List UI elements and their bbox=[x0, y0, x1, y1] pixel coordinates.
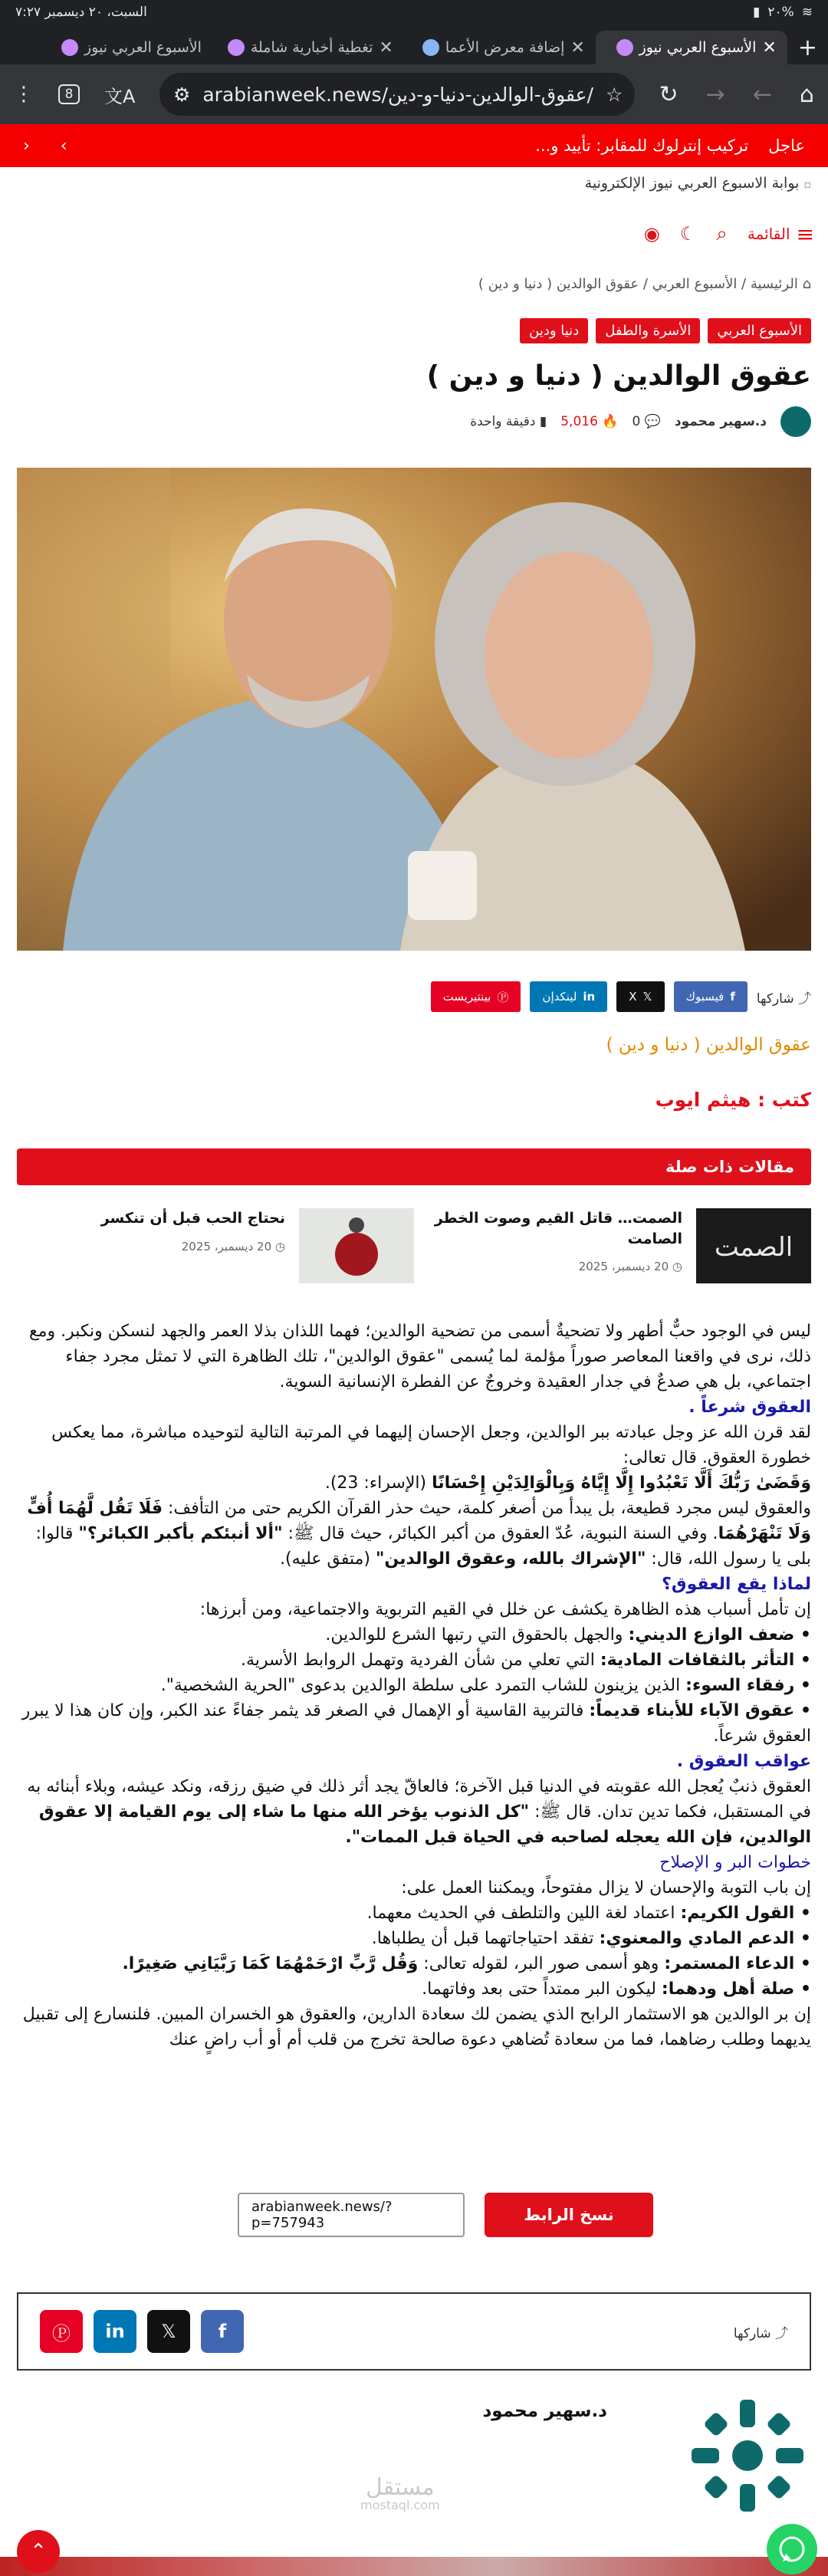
author-avatar[interactable] bbox=[780, 406, 811, 437]
list-item-text: ليكون البر ممتداً حتى بعد وفاتهما. bbox=[422, 1980, 662, 1999]
menu-button[interactable] bbox=[748, 222, 814, 247]
list-item bbox=[17, 1673, 811, 1698]
share-icon: ⤴ bbox=[798, 991, 811, 1007]
site-navigation bbox=[14, 215, 814, 253]
chevron-up-icon: ⌃ bbox=[30, 2540, 47, 2563]
wifi-icon: ≋ bbox=[801, 5, 813, 20]
user-icon[interactable]: ◉ bbox=[643, 223, 660, 245]
article-body bbox=[17, 1319, 811, 2052]
linkedin-icon[interactable]: in bbox=[94, 2310, 136, 2353]
article-meta bbox=[470, 406, 811, 437]
views-value: 5,016 bbox=[560, 414, 598, 429]
menu-label: القائمة bbox=[747, 225, 790, 243]
forward-icon[interactable]: → bbox=[705, 80, 725, 108]
list-item-title: • الدعم المادي والمعنوي: bbox=[599, 1929, 811, 1948]
clock-icon: ◷ bbox=[672, 1260, 682, 1274]
article-subtitle: عقوق الوالدين ( دنيا و دين ) bbox=[606, 1035, 811, 1055]
breadcrumb bbox=[478, 276, 811, 292]
tab-label: تغطية أخبارية شاملة bbox=[250, 39, 373, 56]
related-date bbox=[428, 1260, 682, 1273]
tab-label: الأسبوع العربي نيوز bbox=[84, 39, 202, 56]
tab-2[interactable] bbox=[404, 31, 596, 64]
search-icon[interactable]: ⌕ bbox=[716, 222, 728, 245]
watermark bbox=[360, 2476, 440, 2512]
watermark-line: مستقل bbox=[365, 2474, 435, 2501]
list-item-title: • الدعاء المستمر: bbox=[664, 1954, 811, 1973]
x-icon: 𝕏 bbox=[642, 990, 652, 1004]
text: (متفق عليه). bbox=[280, 1549, 376, 1569]
share-icon: ⤴ bbox=[775, 2325, 788, 2341]
share-label bbox=[757, 987, 811, 1007]
read-time-value: دقيقة واحدة bbox=[470, 414, 536, 429]
list-item-title: • صلة أهل ودهما: bbox=[661, 1980, 811, 1999]
battery-level: ٢٠% bbox=[767, 5, 794, 20]
copy-link-button[interactable]: نسخ الرابط bbox=[485, 2193, 653, 2237]
related-thumbnail[interactable] bbox=[299, 1208, 414, 1283]
text: والعقوق ليس مجرد قطيعة، بل يبدأ من أصغر كلمة، حيث حذر القرآن الكريم حتى من التأفف: bbox=[163, 1499, 811, 1518]
list-item-title: • القول الكريم: bbox=[680, 1904, 811, 1923]
hadith-quote: "ألا أنبئكم بأكبر الكبائر؟" bbox=[78, 1524, 283, 1543]
list-item-text: الذين يزينون للشاب التمرد على سلطة الوالدين بدعوى "الحرية الشخصية". bbox=[160, 1676, 686, 1695]
ticker-headline[interactable]: تركيب إنترلوك للمقابر: تأييد و... bbox=[535, 136, 749, 155]
related-article[interactable] bbox=[31, 1208, 414, 1283]
quran-verse: وَقُل رَّبِّ ارْحَمْهُمَا كَمَا رَبَّيَانِي صَغِيرًا. bbox=[122, 1954, 419, 1973]
list-item-text: تفقد احتياجاتهما قبل أن يطلباها. bbox=[371, 1929, 600, 1948]
facebook-label: فيسبوك bbox=[685, 990, 724, 1004]
comments-value: 0 bbox=[632, 414, 641, 429]
list-item-title: • رفقاء السوء: bbox=[685, 1676, 811, 1695]
section-heading: لماذا يقع العقوق؟ bbox=[662, 1575, 811, 1594]
share-linkedin-button[interactable] bbox=[530, 981, 607, 1012]
logo-alt-text: بوابة الاسبوع العربي نيوز الإلكترونية bbox=[584, 175, 800, 192]
battery-icon: ▮ bbox=[752, 5, 761, 20]
paragraph: إن بر الوالدين هو الاستثمار الرابح الذي يضمن لك سعادة الدارين، والعقوق هو الخسران المبين. فلنسارع إلى تقبيل يديهما وطلب رضاهما، فما من سعادة تُضاهي دعوة صالحة تخرج من قلب أم أو أب راضٍ عنك bbox=[22, 2005, 811, 2049]
status-icons bbox=[753, 5, 813, 20]
share-pinterest-button[interactable] bbox=[431, 981, 521, 1012]
section-heading: العقوق شرعاً . bbox=[688, 1398, 811, 1417]
menu-dots-icon[interactable]: ⋮ bbox=[14, 83, 34, 106]
paragraph: ليس في الوجود حبٌّ أطهر ولا تضحيةٌ أسمى من تضحية الوالدين؛ فهما اللذان بذلا العمر والجهد لنسكن ونكبر. ومع ذلك، نرى في واقعنا المعاصر صوراً مؤلمة لما يُسمى "عقوق الوالدين"، تلك الظاهرة التي لا تمثل مجرد جفاء اجتماعي، بل هي صدعٌ في جدار العقيدة وخروجٌ عن الفطرة الإنسانية السوية. bbox=[28, 1322, 811, 1392]
related-date-text: 20 ديسمبر، 2025 bbox=[578, 1260, 669, 1274]
close-tab-icon[interactable]: ✕ bbox=[570, 38, 585, 58]
browser-toolbar bbox=[0, 64, 828, 124]
related-title[interactable]: نحتاج الحب قبل أن تنكسر bbox=[100, 1210, 285, 1227]
share-box bbox=[17, 2292, 811, 2371]
ticker-label: عاجل bbox=[768, 136, 805, 155]
text: العقوق ذنبٌ يُعجل الله عقوبته في الدنيا قبل الآخرة؛ فالعاقّ يجد أثر ذلك في ضيق رزقه، ونكد عيشه، وبلاء أبنائه به في المستقبل، فكما تدين تدان. قال ﷺ: bbox=[27, 1777, 811, 1822]
share-label bbox=[734, 2322, 788, 2341]
comments-count[interactable] bbox=[632, 414, 660, 429]
site-logo[interactable] bbox=[585, 175, 811, 192]
status-time: السبت، ٢٠ ديسمبر ٧:٢٧ bbox=[15, 5, 147, 20]
nav-buttons bbox=[659, 81, 814, 108]
share-bar bbox=[431, 981, 811, 1012]
hamburger-icon: ≡ bbox=[796, 221, 814, 247]
tab-favicon-icon bbox=[61, 39, 78, 56]
author-box bbox=[17, 2392, 811, 2545]
list-item-title: • التأثر بالثقافات المادية: bbox=[600, 1651, 811, 1670]
tab-favicon-icon bbox=[228, 39, 245, 56]
url-text: arabianweek.news/عقوق-الوالدين-دنيا-و-دين/ bbox=[202, 83, 594, 106]
list-item bbox=[17, 1901, 811, 1926]
tab-active[interactable] bbox=[596, 31, 787, 64]
back-icon[interactable]: ← bbox=[752, 80, 772, 108]
linkedin-label: لينكدإن bbox=[542, 990, 577, 1004]
status-bar bbox=[0, 0, 828, 25]
list-item-text: التي تعلي من شأن الفردية وتهمل الروابط الأسرية. bbox=[241, 1651, 600, 1670]
whatsapp-icon bbox=[777, 2534, 807, 2564]
section-heading: عواقب العقوق . bbox=[676, 1752, 811, 1771]
home-icon[interactable]: ⌂ bbox=[799, 80, 814, 108]
pinterest-icon[interactable]: Ⓟ bbox=[40, 2310, 83, 2353]
list-item bbox=[17, 1926, 811, 1951]
share-facebook-button[interactable] bbox=[674, 981, 748, 1012]
tab-label: إضافة معرض الأعما bbox=[445, 39, 565, 56]
broken-image-icon: ▫ bbox=[803, 179, 811, 191]
next-article-image-strip bbox=[0, 2557, 828, 2576]
clock-icon: ◷ bbox=[274, 1239, 285, 1254]
tab-3[interactable] bbox=[212, 31, 404, 64]
share-icons bbox=[40, 2310, 244, 2353]
text: قالوا: بلى يا رسول الله، قال: bbox=[35, 1524, 811, 1569]
breaking-news-ticker bbox=[0, 124, 828, 167]
ticker-next-icon[interactable]: ‹ bbox=[23, 136, 30, 156]
tab-4[interactable] bbox=[13, 31, 212, 64]
category-tag[interactable]: دنيا ودين bbox=[520, 318, 588, 343]
scroll-to-top-button[interactable] bbox=[17, 2530, 60, 2573]
whatsapp-button[interactable] bbox=[767, 2524, 817, 2574]
list-item bbox=[17, 1648, 811, 1673]
pinterest-icon: Ⓟ bbox=[497, 990, 509, 1004]
featured-image bbox=[17, 468, 811, 951]
comment-icon: 💬 bbox=[644, 414, 661, 429]
elderly-couple-photo bbox=[17, 468, 811, 951]
views-count bbox=[560, 414, 618, 429]
list-item bbox=[17, 1976, 811, 2002]
paragraph: إن تأمل أسباب هذه الظاهرة يكشف عن خلل في القيم التربوية والاجتماعية، ومن أبرزها: bbox=[199, 1600, 811, 1619]
author-avatar[interactable] bbox=[684, 2392, 811, 2519]
quran-verse: فَلَا تَقُل لَّهُمَا أُفٍّ وَلَا تَنْهَرْهُمَا bbox=[27, 1499, 811, 1543]
share-label-text: شاركها bbox=[756, 991, 794, 1007]
site-settings-icon[interactable]: ⚙ bbox=[172, 83, 191, 106]
hadith-quote: "الإشراك بالله، وعقوق الوالدين" bbox=[375, 1549, 646, 1569]
x-label: X bbox=[629, 990, 637, 1004]
home-icon[interactable]: ⌂ bbox=[797, 276, 811, 292]
list-item-title: • عقوق الآباء للأبناء قديماً: bbox=[589, 1701, 811, 1720]
facebook-icon: f bbox=[730, 990, 735, 1004]
article-title: عقوق الوالدين ( دنيا و دين ) bbox=[426, 360, 811, 392]
article-byline: كتب : هيثم ايوب bbox=[655, 1089, 811, 1111]
author-box-name[interactable]: د.سهير محمود bbox=[482, 2401, 607, 2421]
facebook-icon[interactable]: f bbox=[201, 2310, 244, 2353]
list-item bbox=[17, 1622, 811, 1648]
paragraph: لقد قرن الله عز وجل عبادته ببر الوالدين، وجعل الإحسان إليهما في المرتبة التالية لتوحيده مباشرة، مما يعكس خطورة العقوق. قال تعالى: bbox=[51, 1423, 811, 1467]
category-tag[interactable]: الأسبوع العربي bbox=[708, 318, 811, 343]
related-date-text: 20 ديسمبر، 2025 bbox=[181, 1239, 272, 1254]
text: . وفي السنة النبوية، عُدّ العقوق من أكبر الكبائر، حيث قال ﷺ: bbox=[282, 1524, 718, 1543]
paragraph bbox=[17, 1774, 811, 1850]
read-time bbox=[470, 414, 547, 429]
browser-tab-strip bbox=[0, 25, 828, 64]
related-thumbnail[interactable] bbox=[696, 1208, 811, 1283]
list-item-text: وهو أسمى صور البر، لقوله تعالى: bbox=[418, 1954, 665, 1973]
tab-favicon-icon bbox=[616, 39, 633, 56]
translate-icon[interactable]: 文A bbox=[104, 85, 136, 107]
quran-verse: وَقَضَىٰ رَبُّكَ أَلَّا تَعْبُدُوا إِلَّا إِيَّاهُ وَبِالْوَالِدَيْنِ إِحْسَانًا bbox=[432, 1474, 811, 1493]
short-link-field[interactable]: arabianweek.news/?p=757943 bbox=[238, 2193, 465, 2237]
author-name[interactable]: د.سهير محمود bbox=[674, 414, 767, 429]
related-article[interactable] bbox=[428, 1208, 811, 1283]
verse-reference: (الإسراء: 23). bbox=[324, 1474, 432, 1493]
list-item bbox=[17, 1698, 811, 1749]
list-item-text: فالتربية القاسية أو الإهمال في الصغر قد يثمر جفاءً عند الكبر، وإن كان هذا لا يبرر العقوق شرعاً. bbox=[21, 1701, 811, 1746]
list-item-text: اعتماد لغة اللين والتلطف في الحديث معهما. bbox=[366, 1904, 681, 1923]
section-heading: خطوات البر و الإصلاح bbox=[659, 1853, 811, 1872]
bookmark-icon: ▮ bbox=[539, 414, 547, 429]
tab-favicon-icon bbox=[422, 39, 439, 56]
linkedin-icon: in bbox=[583, 990, 596, 1004]
paragraph: إن باب التوبة والإحسان لا يزال مفتوحاً، ويمكننا العمل على: bbox=[401, 1878, 811, 1898]
ticker-prev-icon[interactable]: › bbox=[60, 136, 67, 156]
category-tags bbox=[520, 318, 811, 343]
dark-mode-icon[interactable]: ☾ bbox=[679, 223, 697, 245]
address-bar[interactable] bbox=[159, 73, 635, 116]
new-tab-button[interactable]: + bbox=[797, 34, 817, 61]
fire-icon: 🔥 bbox=[602, 414, 619, 429]
related-date bbox=[101, 1240, 285, 1254]
verse-paragraph bbox=[17, 1470, 811, 1496]
close-tab-icon[interactable]: ✕ bbox=[762, 38, 777, 58]
close-tab-icon[interactable]: ✕ bbox=[379, 38, 393, 58]
category-tag[interactable]: الأسرة والطفل bbox=[596, 318, 700, 343]
watermark-line: mostaql.com bbox=[360, 2498, 440, 2512]
tab-label: الأسبوع العربي نيوز bbox=[639, 39, 757, 56]
reload-icon[interactable]: ↻ bbox=[659, 80, 678, 108]
bookmark-star-icon[interactable]: ☆ bbox=[606, 83, 623, 106]
svg-text:الصمت: الصمت bbox=[714, 1232, 794, 1263]
share-label-text: شاركها bbox=[733, 2325, 771, 2341]
list-item-text: والجهل بالحقوق التي رتبها الشرع للوالدين. bbox=[325, 1625, 629, 1644]
related-articles-heading: مقالات ذات صلة bbox=[17, 1148, 811, 1185]
pinterest-label: بينتيريست bbox=[442, 990, 491, 1004]
list-item-title: • ضعف الوازع الديني: bbox=[628, 1625, 811, 1644]
list-item bbox=[17, 1951, 811, 1976]
breadcrumb-text[interactable]: الرئيسية / الأسبوع العربي / عقوق الوالدين ( دنيا و دين ) bbox=[478, 276, 798, 292]
paragraph bbox=[17, 1496, 811, 1572]
related-title[interactable]: الصمت… قاتل القيم وصوت الخطر الصامت bbox=[434, 1210, 682, 1247]
copy-link-section bbox=[238, 2193, 653, 2237]
share-x-button[interactable] bbox=[616, 981, 664, 1012]
hadith-quote: "كل الذنوب يؤخر الله منها ما شاء إلى يوم القيامة إلا عقوق الوالدين، فإن الله يعجله لصاحبه في الحياة قبل الممات". bbox=[38, 1802, 811, 1847]
tab-count-button[interactable]: 8 bbox=[58, 84, 80, 104]
x-icon[interactable]: 𝕏 bbox=[147, 2310, 190, 2353]
